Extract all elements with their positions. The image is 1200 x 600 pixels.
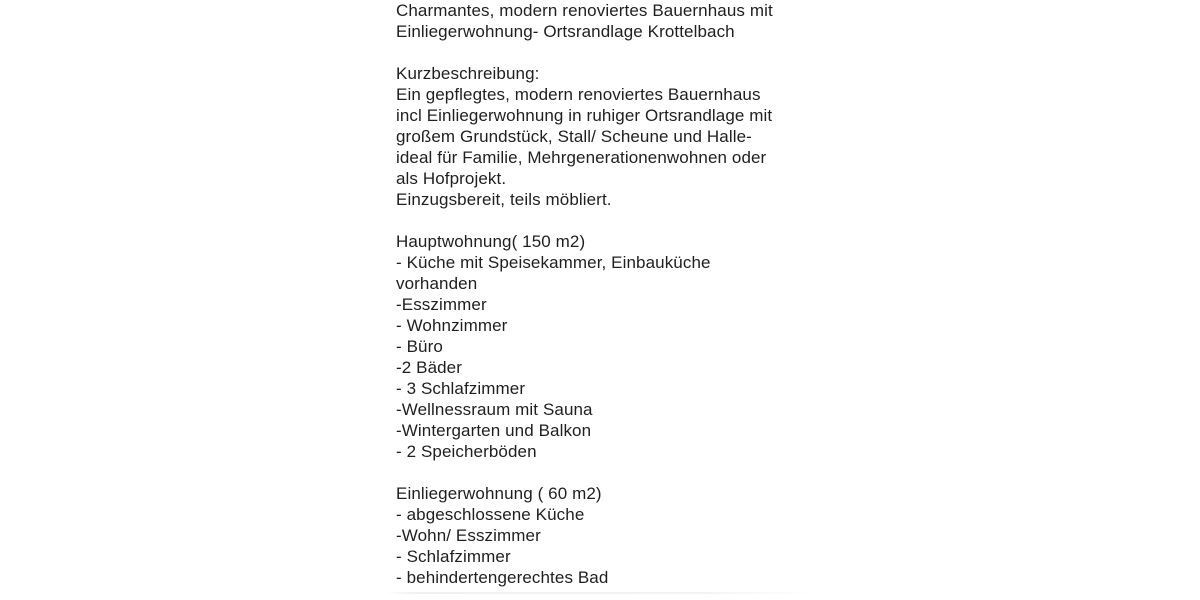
section-body-line: - 3 Schlafzimmer [396,379,526,398]
section-body-line: vorhanden [396,274,478,293]
section-heading: Einliegerwohnung ( 60 m2) [396,484,602,503]
paragraph-gap [396,462,796,483]
section-body-line: - Wohnzimmer [396,316,508,335]
section-body-line: - 2 Speicherböden [396,442,537,461]
bottom-divider [386,592,815,594]
section-body-line: -Wohn/ Esszimmer [396,526,541,545]
paragraph-gap [396,210,796,231]
description-column [396,0,796,588]
listing-title-line-2: Einliegerwohnung- Ortsrandlage Krottelbach [396,22,735,41]
section-heading: Kurzbeschreibung: [396,64,540,83]
section-hauptwohnung [396,231,796,462]
section-body-line: -Wintergarten und Balkon [396,421,592,440]
listing-title [396,0,796,42]
section-body-line: als Hofprojekt. [396,169,507,188]
section-kurzbeschreibung [396,63,796,210]
section-heading: Hauptwohnung( 150 m2) [396,232,586,251]
section-body-line: Ein gepflegtes, modern renoviertes Bauernhaus [396,85,761,104]
section-body-line: - behindertengerechtes Bad [396,568,609,587]
section-body-line: - Büro [396,337,443,356]
section-body-line: - abgeschlossene Küche [396,505,585,524]
section-body-line: ideal für Familie, Mehrgenerationenwohnen oder [396,148,767,167]
listing-title-line-1: Charmantes, modern renoviertes Bauernhaus mit [396,1,773,20]
section-body-line: - Küche mit Speisekammer, Einbauküche [396,253,711,272]
section-body-line: Einzugsbereit, teils möbliert. [396,190,612,209]
section-body-line: -Esszimmer [396,295,487,314]
section-einliegerwohnung [396,483,796,588]
section-body-line: -Wellnessraum mit Sauna [396,400,593,419]
section-body-line: -2 Bäder [396,358,463,377]
section-body-line: - Schlafzimmer [396,547,511,566]
paragraph-gap [396,42,796,63]
section-body-line: großem Grundstück, Stall/ Scheune und Halle- [396,127,752,146]
section-body-line: incl Einliegerwohnung in ruhiger Ortsrandlage mit [396,106,773,125]
